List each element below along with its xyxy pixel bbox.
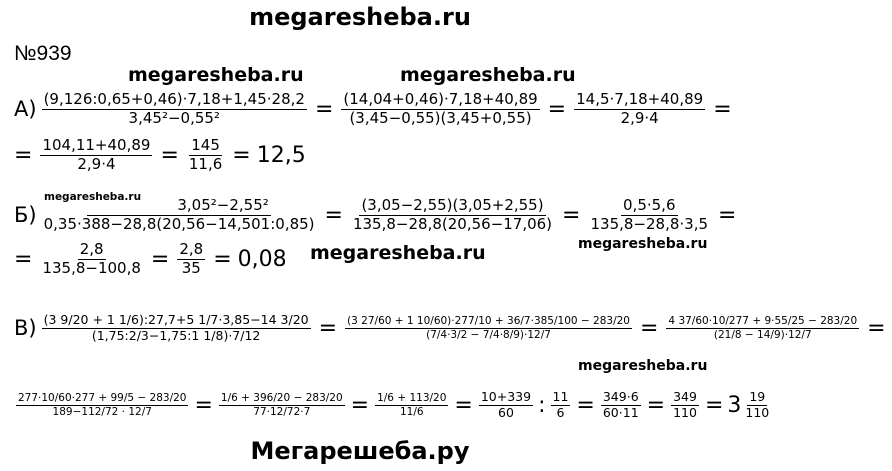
equals-sign: = xyxy=(150,246,170,272)
denominator: 2,9·4 xyxy=(620,108,659,127)
watermark: megaresheba.ru xyxy=(128,64,304,86)
denominator: 135,8−28,8·3,5 xyxy=(590,214,709,233)
part-a-label: А) xyxy=(14,97,37,121)
fraction xyxy=(341,91,539,127)
denominator: 6 xyxy=(556,404,565,420)
watermark: megaresheba.ru xyxy=(578,358,708,374)
fraction xyxy=(574,91,705,127)
numerator: 277·10/60·277 + 99/5 − 283/20 xyxy=(18,392,187,405)
equals-sign: = xyxy=(704,392,724,418)
result-value: 12,5 xyxy=(256,142,306,168)
fraction xyxy=(588,197,710,233)
mixed-whole: 3 xyxy=(727,392,742,418)
equals-sign: = xyxy=(646,392,666,418)
fraction xyxy=(42,313,311,343)
numerator: 3,05²−2,55² xyxy=(87,197,270,215)
equals-sign: = xyxy=(718,202,737,228)
equals-sign: = xyxy=(14,142,33,168)
numerator: 145 xyxy=(191,136,220,155)
numerator: 104,11+40,89 xyxy=(42,136,151,155)
fraction xyxy=(40,241,142,277)
denominator: 60·11 xyxy=(602,404,639,420)
equals-sign: = xyxy=(14,246,33,272)
fraction xyxy=(345,315,632,340)
fraction xyxy=(177,241,205,277)
numerator: 349 xyxy=(673,389,697,405)
numerator: 1/6 + 396/20 − 283/20 xyxy=(220,392,343,405)
equals-sign: = xyxy=(232,142,251,168)
part-b-line-2 xyxy=(14,236,287,282)
denominator: 2,9·4 xyxy=(77,154,116,173)
part-a-line-2 xyxy=(14,132,306,178)
numerator: 11 xyxy=(552,389,569,405)
denominator: 77·12/72·7 xyxy=(253,405,311,418)
denominator: (3,45−0,55)(3,45+0,55) xyxy=(349,108,532,127)
part-v-label: В) xyxy=(14,316,37,340)
division-sign: : xyxy=(538,392,546,418)
fraction xyxy=(40,137,152,173)
numerator: 2,8 xyxy=(79,240,104,259)
equals-sign: = xyxy=(454,392,473,418)
fraction xyxy=(601,390,641,420)
equals-sign: = xyxy=(350,392,370,418)
fraction xyxy=(671,390,699,420)
equals-sign: = xyxy=(576,392,595,418)
denominator: 60 xyxy=(498,404,514,420)
fraction xyxy=(187,137,224,173)
numerator: (3 9/20 + 1 1/6):27,7+5 1/7·3,85−14 3/20 xyxy=(43,312,309,328)
fraction xyxy=(375,392,448,417)
fraction xyxy=(551,390,571,420)
numerator: 19 xyxy=(749,389,766,405)
fraction xyxy=(479,390,533,420)
fraction xyxy=(219,392,345,417)
footer-brand: Мегарешеба.ру xyxy=(250,437,470,465)
numerator: 14,5·7,18+40,89 xyxy=(576,90,704,109)
part-b-label: Б) xyxy=(14,203,37,227)
watermark: megaresheba.ru xyxy=(310,242,486,264)
denominator: 35 xyxy=(181,258,201,277)
equals-sign: = xyxy=(324,202,343,228)
watermark: megaresheba.ru xyxy=(578,236,708,252)
denominator: 135,8−28,8(20,56−17,06) xyxy=(352,214,553,233)
numerator: 10+339 xyxy=(480,389,532,405)
equals-sign: = xyxy=(213,246,232,272)
numerator: (14,04+0,46)·7,18+40,89 xyxy=(343,90,538,109)
denominator: (7/4·3/2 − 7/4·8/9)·12/7 xyxy=(426,328,551,341)
equals-sign: = xyxy=(314,96,334,122)
denominator: 3,45²−0,55² xyxy=(128,108,220,127)
numerator: (9,126:0,65+0,46)·7,18+1,45·28,2 xyxy=(43,90,305,109)
equals-sign: = xyxy=(867,315,886,341)
result-value: 0,08 xyxy=(237,246,287,272)
denominator: 0,35·388−28,8(20,56−14,501:0,85) xyxy=(43,214,315,233)
numerator: (3,05−2,55)(3,05+2,55) xyxy=(361,196,544,215)
equals-sign: = xyxy=(639,315,659,341)
numerator: 349·6 xyxy=(602,389,639,405)
denominator: (1,75:2/3−1,75:1 1/8)·7/12 xyxy=(91,327,261,343)
fraction xyxy=(743,390,771,420)
part-v-line-1 xyxy=(14,296,892,360)
part-v-line-2 xyxy=(14,374,773,436)
denominator: 135,8−100,8 xyxy=(42,258,141,277)
watermark: megaresheba.ru xyxy=(44,191,142,203)
equals-sign: = xyxy=(194,392,213,418)
numerator: 1/6 + 113/20 xyxy=(377,392,447,405)
equals-sign: = xyxy=(562,202,581,228)
denominator: 189−112/72 · 12/7 xyxy=(52,405,152,418)
fraction xyxy=(666,315,859,340)
watermark: megaresheba.ru xyxy=(400,64,576,86)
denominator: 11,6 xyxy=(188,154,223,173)
denominator: (21/8 − 14/9)·12/7 xyxy=(713,328,812,341)
equals-sign: = xyxy=(713,96,732,122)
equals-sign: = xyxy=(318,315,338,341)
equals-sign: = xyxy=(160,142,179,168)
problem-number: №939 xyxy=(14,42,72,65)
part-b-line-1 xyxy=(14,192,742,238)
numerator: 2,8 xyxy=(179,240,204,259)
denominator: 110 xyxy=(673,404,697,420)
numerator: 4 37/60·10/277 + 9·55/25 − 283/20 xyxy=(668,315,858,328)
denominator: 110 xyxy=(745,404,770,420)
fraction xyxy=(42,91,307,127)
site-title: megaresheba.ru xyxy=(249,3,471,31)
fraction xyxy=(351,197,554,233)
equals-sign: = xyxy=(547,96,567,122)
denominator: 11/6 xyxy=(399,405,424,418)
numerator: 0,5·5,6 xyxy=(623,196,676,215)
fraction xyxy=(16,392,188,417)
numerator: (3 27/60 + 1 10/60)·277/10 + 36/7·385/100 − 283/20 xyxy=(347,315,630,328)
part-a-line-1 xyxy=(14,86,738,132)
